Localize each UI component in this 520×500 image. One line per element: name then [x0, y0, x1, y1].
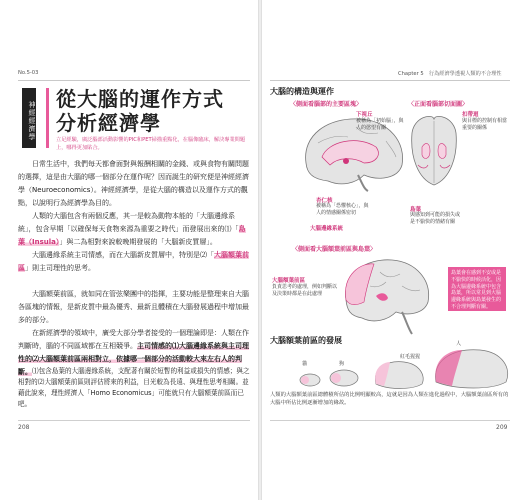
body-paragraph-1: 日常生活中，我們每天都會面對與報酬相關的金錢、或與食物有關問題的選擇，這是由大腦的哪一個部分在運作呢？因而誕生的研究便是神經經濟學（Neuroeconomics）。神經經濟學，是從大腦的構造以及運作方式的觀點，以說明行為經濟學為目的。: [18, 160, 249, 207]
footer-rule-left: [18, 420, 250, 421]
note-hypothalamus: 被稱為「初始腦」，與人的慾望有關: [356, 118, 404, 131]
key-sentence: 主司情感的⑴大腦邊緣系統與主司理性的⑵大腦額葉前區兩相對立，依據哪一個部分的活動較大來左右人的判斷。: [18, 342, 249, 376]
title-accent-bar: [46, 88, 49, 148]
insula-callout: 島葉會在感到不安或是不愉快的時候活化，因為大腦邊緣系統中包含島葉，所以常見到大腦邊緣系統與島葉發生的不合理判斷有關。: [448, 267, 506, 311]
note-amygdala: 被稱為「恐懼核心」，與人的情感關係密切: [316, 203, 369, 216]
label-hypothalamus: 下視丘: [356, 112, 373, 118]
side-view-caption: 〈側面看腦部的主要區塊〉: [290, 101, 363, 108]
note-insula: 與感知到可能的損失或是不愉快的情緒有關: [410, 212, 461, 225]
body-paragraph-5: 在新經濟學的領域中，廣受大部分學者接受的一個理論即是：人類在作判斷時，腦的不同區域都在互相競爭。主司情感的⑴大腦邊緣系統與主司理性的⑵大腦額葉前區兩相對立，依據哪一個部分的活動較大來左右人的判斷。: [18, 329, 249, 376]
page-title-line1: 從大腦的運作方式: [56, 87, 224, 111]
label-limbic-system: 大腦邊緣系統: [310, 226, 344, 232]
development-caption: 人類的大腦額葉前區總體積所佔的比例明顯較高，這就是因為人類在進化過程中，大腦額葉前區所有的大腦中所佔比例逐漸增加的緣故。: [270, 392, 509, 406]
header-rule-right: [270, 80, 510, 81]
animal-label-human: 人: [456, 341, 462, 347]
lateral-brain-illustration: [340, 256, 432, 336]
label-insula: 島葉: [410, 207, 422, 213]
body-paragraph-4: 大腦額葉前區，就如同在管弦樂團中的指揮，主要功能是整理來自大腦各區塊的情報，是新皮質中最為優秀、最新且體積在大腦發展過程中增加最多的部分。: [18, 290, 249, 324]
label-amygdala: 杏仁核: [316, 198, 333, 204]
lateral-view-caption: 〈側面看大腦額葉前區與島葉〉: [292, 246, 377, 253]
book-spine: [258, 0, 262, 500]
label-cingulate: 扣帶迴: [462, 112, 479, 118]
term-insula: 島葉（Insula）: [18, 225, 246, 246]
title-summary: 立足經驗，廣泛腦部活動影響的PIC和PET掃描重點化，在腦像臨床，解決專業問題上，哪得更加貼合。: [56, 137, 246, 151]
section-title-structure: 大腦的構造與運作: [270, 87, 334, 96]
side-label: 神經經濟學: [22, 88, 36, 148]
running-head-left: No.5-03: [18, 70, 39, 76]
section-title-development: 大腦額葉前區的發展: [270, 336, 342, 345]
front-view-caption: 〈正面看腦部切面圖〉: [408, 101, 469, 108]
header-rule-left: [18, 80, 250, 81]
page-number-right: 209: [496, 424, 508, 431]
footer-rule-right: [270, 420, 510, 421]
body-paragraph-3: 大腦邊緣系統主司情感，而在大腦新皮質層中，特別是⑵「大腦額葉前區」則主司理性的思考。: [18, 251, 249, 272]
page-number-left: 208: [18, 424, 30, 431]
animal-label-dog: 狗: [339, 361, 345, 367]
front-brain-illustration: [408, 113, 460, 195]
body-paragraph-6: ⑴包含島葉的大腦邊緣系統，支配著有關於短暫的利益或損失的情感；與之相對的⑵大腦額葉前區則評估將來的利益，目光較為長遠、與理性思考相關。並藉此說來，理性經濟人「Homo Economicus」可能就只有大腦額葉前區而已吧。: [18, 367, 250, 408]
page-title-line2: 分析經濟學: [56, 111, 161, 135]
term-prefrontal: 大腦額葉前區: [18, 251, 249, 272]
animal-label-orangutan: 紅毛猩猩: [400, 354, 421, 360]
body-paragraph-2: 人類的大腦包含有兩個反應，其一是較為動物本能的「大腦邊緣系統」，包含早期「以確保每天食物來源為重要之時代」而發展出來的⑴「島葉（Insula）」與二為相對來說較晚期發展的「大腦新皮質層」。: [18, 212, 246, 246]
animal-label-cat: 貓: [302, 361, 308, 367]
label-prefrontal: 大腦額葉前區: [272, 278, 306, 284]
running-head-right: Chapter 5 行為經濟學透視人類的不合理性: [398, 71, 502, 77]
note-prefrontal: 負責思考的處理，例如判斷以及決策時都是在此處理: [272, 284, 338, 297]
note-cingulate: 與目標的控制有相當重要的關係: [462, 118, 508, 131]
